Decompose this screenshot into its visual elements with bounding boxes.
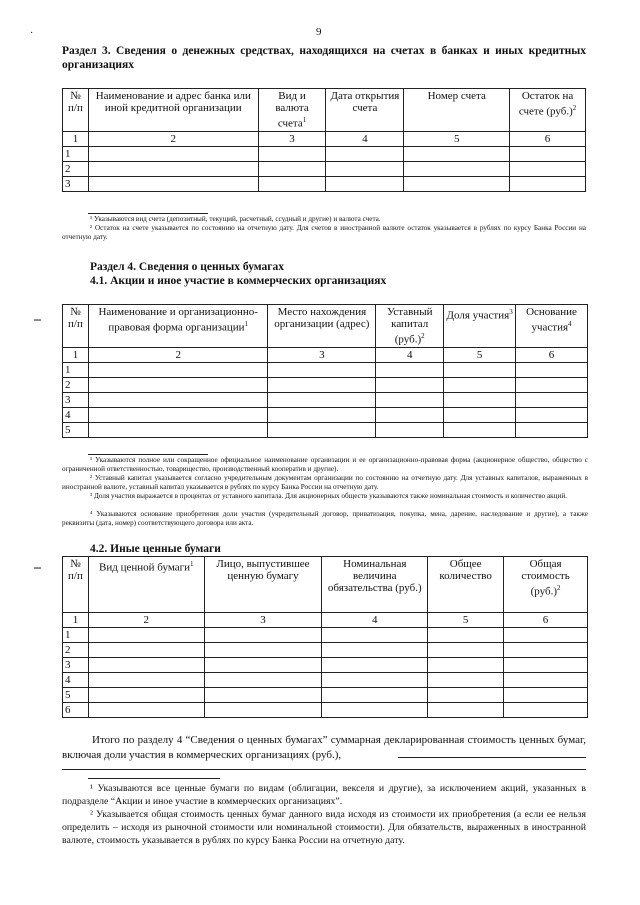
col-header: Лицо, выпустившее ценную бумагу	[204, 557, 322, 613]
footnote-divider	[88, 213, 208, 214]
table-row[interactable]	[63, 628, 588, 643]
section42-footnote-2: ² Указывается общая стоимость ценных бумаг данного вида исходя из стоимости их приобретения (а если ее нельзя определить – исходя из рыночной стоимости или номинальной стоимости). Для обязательств, выраженных в иностранной валюте, стоимость указывается в рублях по курсу Банка России на отчетную дату.	[62, 809, 586, 846]
section41-footnote-1: ¹ Указываются полное или сокращенное официальное наименование организации и ее организационно-правовая форма (акционерное общество, общество с ограниченной ответственностью, товарищество, производственный кооператив и другие).	[62, 456, 588, 473]
page-number: 9	[316, 26, 322, 38]
col-header: Остаток на счете $(руб.)^2$	[510, 89, 586, 132]
table-row[interactable]	[63, 362, 588, 377]
col-header: Уставный капитал $(руб.)^2$	[376, 305, 444, 348]
col-header: Наименование и организационно-правовая форма организации$^1$	[88, 305, 268, 348]
section41-title: 4.1. Акции и иное участие в коммерческих организациях	[90, 275, 387, 287]
section4-total-text: Итого по разделу 4 “Сведения о ценных бумагах” суммарная декларированная стоимость ценных бумаг, включая доли участия в коммерческих организациях (руб.),	[62, 734, 586, 761]
cell[interactable]	[322, 643, 428, 658]
cell[interactable]	[88, 658, 204, 673]
table-row[interactable]	[63, 146, 586, 161]
footnote-divider	[88, 454, 208, 455]
cell[interactable]	[322, 628, 428, 643]
cell[interactable]	[88, 422, 268, 437]
cell[interactable]	[322, 658, 428, 673]
cell[interactable]	[404, 161, 510, 176]
cell: 3	[258, 131, 326, 146]
cell[interactable]	[504, 703, 588, 718]
footnote-divider	[88, 778, 220, 779]
cell[interactable]	[268, 407, 376, 422]
row-number: 4	[63, 673, 89, 688]
col-header: Общая стоимость $(руб.)^2$	[504, 557, 588, 613]
col-header: Вид и валюта счета$^1$	[258, 89, 326, 132]
section42-footnote-1: ¹ Указываются все ценные бумаги по видам (облигации, векселя и другие), за исключением акций, указанных в подразделе “Акции и иное участие в коммерческих организациях”.	[62, 783, 586, 807]
cell[interactable]	[510, 146, 586, 161]
cell[interactable]	[88, 362, 268, 377]
cell[interactable]	[88, 703, 204, 718]
cell: 6	[504, 613, 588, 628]
row-number: 1	[63, 362, 89, 377]
cell[interactable]	[258, 146, 326, 161]
col-header: № п/п	[63, 89, 89, 132]
cell[interactable]	[88, 146, 258, 161]
table-row[interactable]	[63, 688, 588, 703]
row-number: 2	[63, 643, 89, 658]
cell[interactable]	[376, 407, 444, 422]
cell[interactable]	[444, 377, 516, 392]
cell: 2	[88, 347, 268, 362]
section42-title: 4.2. Иные ценные бумаги	[90, 543, 221, 555]
cell[interactable]	[376, 362, 444, 377]
cell[interactable]	[516, 392, 588, 407]
cell[interactable]	[326, 161, 404, 176]
cell[interactable]	[204, 673, 322, 688]
cell[interactable]	[204, 628, 322, 643]
section3-footnote-2: ² Остаток на счете указывается по состоянию на отчетную дату. Для счетов в иностранной валюте остаток указывается в рублях по курсу Банка России на отчетную дату.	[62, 224, 586, 241]
table-header-row	[63, 557, 588, 613]
cell[interactable]	[88, 673, 204, 688]
col-header: Основание участия$^4$	[516, 305, 588, 348]
cell[interactable]	[88, 643, 204, 658]
total-value-field[interactable]	[398, 757, 586, 758]
table-row[interactable]	[63, 703, 588, 718]
scan-mark: –	[34, 312, 41, 327]
col-header: № п/п	[63, 305, 89, 348]
cell[interactable]	[258, 161, 326, 176]
row-number: 6	[63, 703, 89, 718]
cell[interactable]	[88, 377, 268, 392]
scan-mark: –	[34, 560, 41, 575]
cell[interactable]	[88, 176, 258, 191]
cell[interactable]	[322, 703, 428, 718]
numbering-row	[63, 131, 586, 146]
section41-footnote-4: ⁴ Указываются основание приобретения доли участия (учредительный договор, приватизация, покупка, мена, дарение, наследование и другие), а также реквизиты (дата, номер) соответствующего договора или акта.	[62, 510, 588, 527]
table-row[interactable]	[63, 377, 588, 392]
cell[interactable]	[516, 377, 588, 392]
cell[interactable]	[88, 688, 204, 703]
cell[interactable]	[428, 628, 504, 643]
row-number: 3	[63, 658, 89, 673]
col-header: Общее количество	[428, 557, 504, 613]
table-row[interactable]	[63, 161, 586, 176]
section3-title: Раздел 3. Сведения о денежных средствах, находящихся на счетах в банках и иных кредитных организациях	[62, 45, 586, 71]
cell[interactable]	[376, 377, 444, 392]
cell[interactable]	[444, 362, 516, 377]
cell[interactable]	[258, 176, 326, 191]
cell[interactable]	[204, 688, 322, 703]
cell[interactable]	[322, 688, 428, 703]
section41-footnote-3: ³ Доля участия выражается в процентах от уставного капитала. Для акционерных обществ указываются также номинальная стоимость и количество акций.	[90, 492, 567, 500]
row-number: 3	[63, 176, 89, 191]
cell[interactable]	[204, 643, 322, 658]
cell[interactable]	[88, 392, 268, 407]
table-row[interactable]	[63, 176, 586, 191]
cell: 6	[516, 347, 588, 362]
numbering-row	[63, 347, 588, 362]
cell[interactable]	[504, 658, 588, 673]
cell: 3	[204, 613, 322, 628]
cell: 6	[510, 131, 586, 146]
cell[interactable]	[516, 362, 588, 377]
cell: 5	[428, 613, 504, 628]
row-number: 4	[63, 407, 89, 422]
cell: 1	[63, 131, 89, 146]
cell[interactable]	[326, 176, 404, 191]
cell: 4	[326, 131, 404, 146]
col-header: Вид ценной бумаги$^1$	[88, 557, 204, 613]
section41-footnote-2: ² Уставный капитал указывается согласно учредительным документам организации по состоянию на отчетную дату. Для уставных капиталов, выраженных в иностранной валюте, уставный капитал указывается в рублях по курсу Банка России на отчетную дату.	[62, 474, 588, 491]
cell[interactable]	[444, 422, 516, 437]
cell: 4	[376, 347, 444, 362]
cell[interactable]	[510, 161, 586, 176]
cell: 3	[268, 347, 376, 362]
numbering-row	[63, 613, 588, 628]
cell: 2	[88, 131, 258, 146]
cell[interactable]	[88, 407, 268, 422]
table-row[interactable]	[63, 392, 588, 407]
col-header: № п/п	[63, 557, 89, 613]
cell[interactable]	[404, 176, 510, 191]
cell[interactable]	[268, 392, 376, 407]
table-header-row	[63, 305, 588, 348]
table-row[interactable]	[63, 673, 588, 688]
table-header-row	[63, 89, 586, 132]
cell[interactable]	[428, 643, 504, 658]
row-number: 2	[63, 161, 89, 176]
section4-title: Раздел 4. Сведения о ценных бумагах	[90, 261, 285, 273]
cell[interactable]	[428, 688, 504, 703]
cell[interactable]	[504, 673, 588, 688]
cell[interactable]	[326, 146, 404, 161]
cell[interactable]	[376, 392, 444, 407]
cell[interactable]	[516, 407, 588, 422]
cell[interactable]	[268, 422, 376, 437]
table-row[interactable]	[63, 422, 588, 437]
cell[interactable]	[504, 628, 588, 643]
cell[interactable]	[268, 377, 376, 392]
row-number: 1	[63, 628, 89, 643]
cell[interactable]	[88, 628, 204, 643]
cell: 2	[88, 613, 204, 628]
cell[interactable]	[504, 643, 588, 658]
row-number: 5	[63, 688, 89, 703]
cell[interactable]	[428, 658, 504, 673]
row-number: 3	[63, 392, 89, 407]
cell[interactable]	[268, 362, 376, 377]
col-header: Номер счета	[404, 89, 510, 132]
cell: 1	[63, 347, 89, 362]
row-number: 5	[63, 422, 89, 437]
col-header: Доля участия$^3$	[444, 305, 516, 348]
cell[interactable]	[428, 673, 504, 688]
col-header: Наименование и адрес банка или иной кредитной организации	[88, 89, 258, 132]
cell: 5	[444, 347, 516, 362]
cell: 4	[322, 613, 428, 628]
scan-mark: ·	[30, 28, 34, 39]
section42-table	[62, 556, 588, 718]
cell[interactable]	[444, 392, 516, 407]
cell[interactable]	[510, 176, 586, 191]
cell[interactable]	[444, 407, 516, 422]
section3-footnote-1: ¹ Указываются вид счета (депозитный, текущий, расчетный, ссудный и другие) и валюта счета.	[90, 215, 381, 223]
cell[interactable]	[204, 703, 322, 718]
cell[interactable]	[516, 422, 588, 437]
table-row[interactable]	[63, 643, 588, 658]
section41-table	[62, 304, 588, 438]
row-number: 2	[63, 377, 89, 392]
cell[interactable]	[376, 422, 444, 437]
col-header: Номинальная величина обязательства (руб.)	[322, 557, 428, 613]
col-header: Дата открытия счета	[326, 89, 404, 132]
section3-table	[62, 88, 586, 192]
cell: 5	[404, 131, 510, 146]
cell: 1	[63, 613, 89, 628]
cell[interactable]	[504, 688, 588, 703]
total-value-field-line2[interactable]	[62, 769, 586, 770]
row-number: 1	[63, 146, 89, 161]
cell[interactable]	[322, 673, 428, 688]
cell[interactable]	[404, 146, 510, 161]
cell[interactable]	[204, 658, 322, 673]
col-header: Место нахождения организации (адрес)	[268, 305, 376, 348]
cell[interactable]	[88, 161, 258, 176]
table-row[interactable]	[63, 407, 588, 422]
cell[interactable]	[428, 703, 504, 718]
table-row[interactable]	[63, 658, 588, 673]
